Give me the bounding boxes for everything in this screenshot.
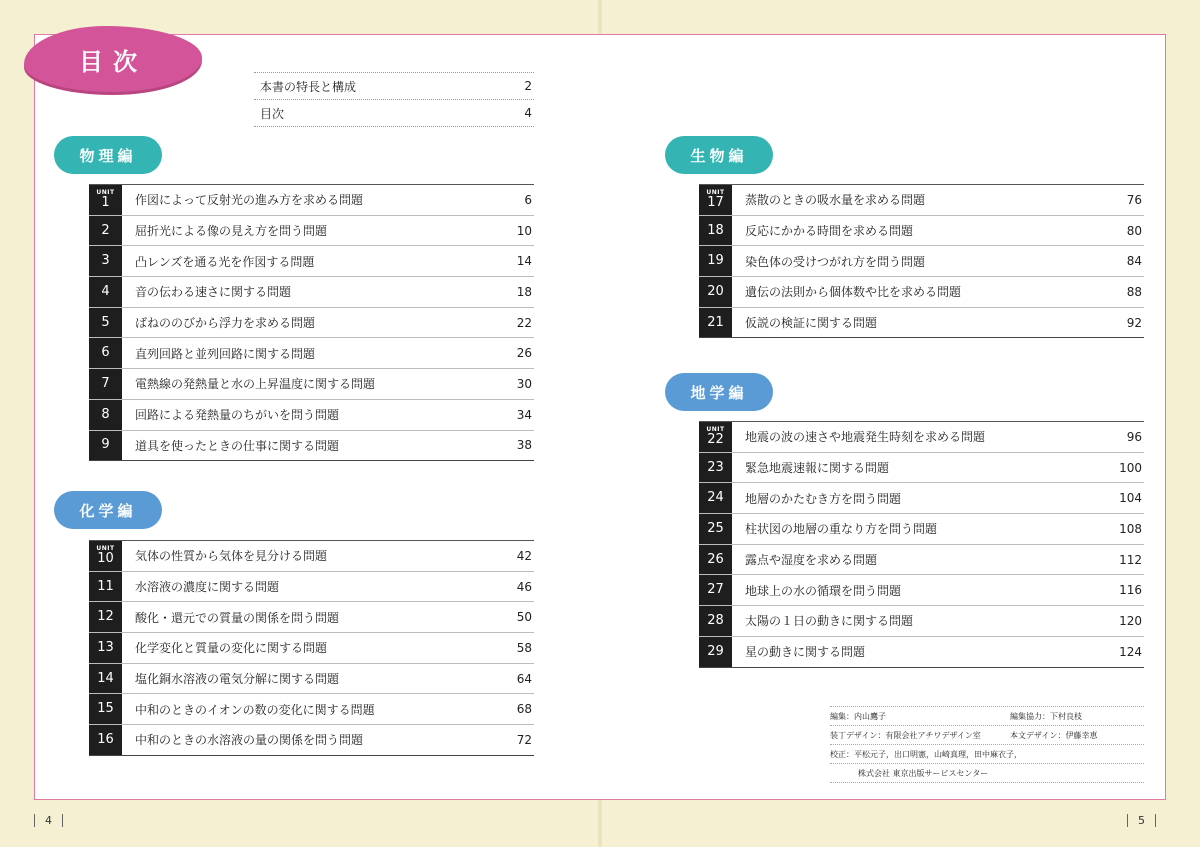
unit-number-badge — [699, 308, 732, 338]
unit-number: 8 — [101, 406, 110, 422]
toc-title-badge — [24, 26, 202, 92]
unit-number: 3 — [101, 253, 110, 269]
unit-number-badge — [89, 308, 122, 338]
unit-number-badge — [699, 453, 732, 483]
unit-title: 中和のときのイオンの数の変化に関する問題 — [135, 702, 375, 717]
unit-page: 46 — [516, 579, 532, 594]
unit-number: 18 — [707, 222, 724, 238]
unit-page: 6 — [524, 192, 532, 207]
divider — [62, 814, 63, 827]
unit-page: 108 — [1119, 521, 1142, 536]
unit-number-badge — [699, 637, 732, 667]
unit-row[interactable] — [699, 216, 1144, 247]
page-number-left — [34, 814, 63, 827]
unit-number-badge — [699, 545, 732, 575]
unit-number: 13 — [97, 639, 114, 655]
unit-number-badge — [89, 369, 122, 399]
unit-page: 10 — [516, 223, 532, 238]
unit-tag: UNIT — [96, 189, 115, 197]
unit-row[interactable] — [89, 369, 534, 400]
unit-row[interactable] — [699, 308, 1144, 339]
unit-number: 28 — [707, 612, 724, 628]
unit-row[interactable] — [699, 421, 1144, 453]
unit-number-badge — [89, 431, 122, 461]
unit-number-badge — [89, 400, 122, 430]
credit-company: 株式会社 東京出版サービスセンター — [858, 768, 989, 778]
unit-row[interactable] — [699, 637, 1144, 668]
unit-row[interactable] — [89, 725, 534, 756]
credit-cooperation: 編集協力：下村良枝 — [1010, 711, 1082, 721]
unit-title: 音の伝わる速さに関する問題 — [135, 285, 292, 300]
unit-row[interactable] — [89, 216, 534, 247]
unit-row[interactable] — [89, 664, 534, 695]
unit-number-badge — [89, 725, 122, 755]
unit-number: 16 — [97, 731, 114, 747]
unit-page: 92 — [1126, 315, 1142, 330]
unit-page: 30 — [516, 376, 532, 391]
page-number-right — [1127, 814, 1156, 827]
unit-page: 18 — [516, 284, 532, 299]
page-number: 4 — [45, 814, 52, 827]
biology-unit-list — [699, 184, 1144, 338]
unit-row[interactable] — [89, 308, 534, 339]
unit-page: 38 — [516, 438, 532, 453]
intro-list — [254, 72, 534, 127]
unit-title: ばねののびから浮力を求める問題 — [135, 316, 316, 331]
unit-number: 21 — [707, 314, 724, 330]
unit-row[interactable] — [699, 277, 1144, 308]
unit-title: 屈折光による像の見え方を問う問題 — [135, 224, 328, 239]
unit-number: 9 — [101, 437, 110, 453]
unit-title: 気体の性質から気体を見分ける問題 — [135, 549, 328, 564]
unit-row[interactable] — [89, 694, 534, 725]
unit-row[interactable] — [89, 277, 534, 308]
unit-number-badge — [699, 483, 732, 513]
unit-title: 電熱線の発熱量と水の上昇温度に関する問題 — [135, 377, 376, 392]
unit-number: 10 — [97, 551, 114, 567]
physics-unit-list — [89, 184, 534, 461]
unit-title: 反応にかかる時間を求める問題 — [745, 224, 914, 239]
intro-item[interactable] — [254, 72, 534, 99]
unit-number: 27 — [707, 582, 724, 598]
unit-number-badge — [89, 664, 122, 694]
unit-title: 道具を使ったときの仕事に関する問題 — [135, 438, 340, 453]
unit-title: 中和のときの水溶液の量の関係を問う問題 — [135, 733, 364, 748]
unit-title: 緊急地震速報に関する問題 — [745, 461, 890, 476]
unit-number: 1 — [101, 195, 110, 211]
unit-number-badge — [89, 633, 122, 663]
unit-number-badge — [89, 338, 122, 368]
unit-title: 染色体の受けつがれ方を問う問題 — [745, 254, 926, 269]
unit-number: 15 — [97, 701, 114, 717]
unit-page: 50 — [516, 610, 532, 625]
intro-item[interactable] — [254, 99, 534, 127]
earth-unit-list — [699, 421, 1144, 668]
section-label-physics: 物理編 — [54, 136, 162, 174]
page-number: 5 — [1138, 814, 1145, 827]
unit-number-badge — [89, 277, 122, 307]
unit-title: 露点や湿度を求める問題 — [745, 553, 878, 568]
unit-row[interactable] — [89, 633, 534, 664]
chemistry-unit-list — [89, 540, 534, 756]
unit-number: 19 — [707, 253, 724, 269]
unit-row[interactable] — [89, 246, 534, 277]
intro-item-page: 4 — [524, 106, 532, 120]
unit-page: 100 — [1119, 460, 1142, 475]
credit-row — [830, 725, 1144, 744]
unit-title: 化学変化と質量の変化に関する問題 — [135, 641, 328, 656]
unit-number: 24 — [707, 490, 724, 506]
unit-number-badge — [89, 602, 122, 632]
unit-number: 22 — [707, 432, 724, 448]
unit-number: 6 — [101, 345, 110, 361]
unit-page: 116 — [1119, 583, 1142, 598]
unit-number-badge — [89, 246, 122, 276]
unit-row[interactable] — [699, 246, 1144, 277]
unit-page: 68 — [516, 702, 532, 717]
unit-title: 塩化銅水溶液の電気分解に関する問題 — [135, 672, 340, 687]
unit-tag: UNIT — [706, 426, 725, 434]
unit-number: 12 — [97, 609, 114, 625]
unit-page: 22 — [516, 315, 532, 330]
unit-number: 23 — [707, 459, 724, 475]
unit-title: 地球上の水の循環を問う問題 — [745, 583, 902, 598]
unit-row[interactable] — [89, 602, 534, 633]
intro-item-label: 目次 — [260, 106, 285, 121]
unit-row[interactable] — [89, 400, 534, 431]
credit-body-design: 本文デザイン：伊藤幸恵 — [1010, 730, 1098, 740]
unit-page: 58 — [516, 640, 532, 655]
unit-page: 64 — [516, 671, 532, 686]
unit-number: 20 — [707, 283, 724, 299]
unit-number-badge — [89, 216, 122, 246]
unit-page: 42 — [516, 548, 532, 563]
unit-page: 124 — [1119, 644, 1142, 659]
unit-title: 作図によって反射光の進み方を求める問題 — [135, 193, 364, 208]
intro-item-label: 本書の特長と構成 — [260, 79, 357, 94]
unit-title: 酸化・還元での質量の関係を問う問題 — [135, 610, 340, 625]
unit-number-badge — [699, 277, 732, 307]
unit-title: 遺伝の法則から個体数や比を求める問題 — [745, 285, 962, 300]
unit-page: 104 — [1119, 491, 1142, 506]
unit-row[interactable] — [89, 184, 534, 216]
section-label-chemistry: 化学編 — [54, 491, 162, 529]
section-label-earth: 地学編 — [665, 373, 773, 411]
unit-page: 88 — [1126, 284, 1142, 299]
unit-number: 11 — [97, 578, 114, 594]
unit-page: 80 — [1126, 223, 1142, 238]
unit-page: 84 — [1126, 254, 1142, 269]
unit-row[interactable] — [699, 453, 1144, 484]
credit-cover-design: 装丁デザイン：有限会社アチワデザイン室 — [830, 730, 981, 740]
credit-row — [830, 744, 1144, 763]
unit-number: 25 — [707, 520, 724, 536]
unit-title: 地層のかたむき方を問う問題 — [745, 491, 902, 506]
unit-title: 仮説の検証に関する問題 — [745, 316, 878, 331]
unit-row[interactable] — [699, 514, 1144, 545]
unit-title: 直列回路と並列回路に関する問題 — [135, 346, 316, 361]
section-label-biology: 生物編 — [665, 136, 773, 174]
credit-editor: 編集：内山鷹子 — [830, 711, 886, 721]
unit-number: 2 — [101, 222, 110, 238]
unit-page: 76 — [1126, 192, 1142, 207]
credit-row — [830, 763, 1144, 783]
unit-number: 4 — [101, 283, 110, 299]
unit-title: 地震の波の速さや地震発生時刻を求める問題 — [745, 430, 986, 445]
unit-number: 5 — [101, 314, 110, 330]
unit-row[interactable] — [699, 575, 1144, 606]
unit-number: 14 — [97, 670, 114, 686]
unit-number: 7 — [101, 375, 110, 391]
unit-number: 26 — [707, 551, 724, 567]
unit-page: 14 — [516, 254, 532, 269]
unit-number-badge — [699, 606, 732, 636]
unit-row[interactable] — [699, 483, 1144, 514]
unit-tag: UNIT — [706, 189, 725, 197]
unit-number-badge — [699, 514, 732, 544]
unit-row[interactable] — [699, 184, 1144, 216]
unit-row[interactable] — [89, 431, 534, 462]
unit-number-badge — [699, 575, 732, 605]
unit-number-badge — [89, 541, 122, 571]
unit-page: 26 — [516, 346, 532, 361]
unit-row[interactable] — [89, 338, 534, 369]
unit-page: 34 — [516, 407, 532, 422]
divider — [1155, 814, 1156, 827]
unit-title: 柱状図の地層の重なり方を問う問題 — [745, 522, 938, 537]
unit-tag: UNIT — [96, 545, 115, 553]
unit-title: 凸レンズを通る光を作図する問題 — [135, 254, 315, 269]
credit-proofreading: 校正：平松元子，出口明憲，山崎真理，田中麻衣子， — [830, 749, 1022, 759]
unit-number-badge — [699, 422, 732, 452]
unit-row[interactable] — [89, 572, 534, 603]
unit-number-badge — [89, 694, 122, 724]
unit-row[interactable] — [89, 540, 534, 572]
unit-number-badge — [699, 246, 732, 276]
credit-row — [830, 706, 1144, 725]
unit-number-badge — [89, 572, 122, 602]
intro-item-page: 2 — [524, 79, 532, 93]
unit-number-badge — [699, 185, 732, 215]
unit-title: 回路による発熱量のちがいを問う問題 — [135, 408, 340, 423]
unit-number-badge — [89, 185, 122, 215]
unit-page: 120 — [1119, 613, 1142, 628]
divider — [34, 814, 35, 827]
unit-title: 水溶液の濃度に関する問題 — [135, 580, 280, 595]
unit-title: 星の動きに関する問題 — [745, 645, 866, 660]
unit-row[interactable] — [699, 545, 1144, 576]
divider — [1127, 814, 1128, 827]
unit-page: 96 — [1126, 429, 1142, 444]
unit-number: 17 — [707, 195, 724, 211]
unit-number-badge — [699, 216, 732, 246]
unit-title: 太陽の１日の動きに関する問題 — [745, 614, 914, 629]
unit-page: 72 — [516, 732, 532, 747]
unit-page: 112 — [1119, 552, 1142, 567]
page-title: 目次 — [79, 47, 147, 76]
unit-row[interactable] — [699, 606, 1144, 637]
unit-number: 29 — [707, 643, 724, 659]
unit-title: 蒸散のときの吸水量を求める問題 — [745, 193, 926, 208]
credits-block — [830, 706, 1144, 783]
